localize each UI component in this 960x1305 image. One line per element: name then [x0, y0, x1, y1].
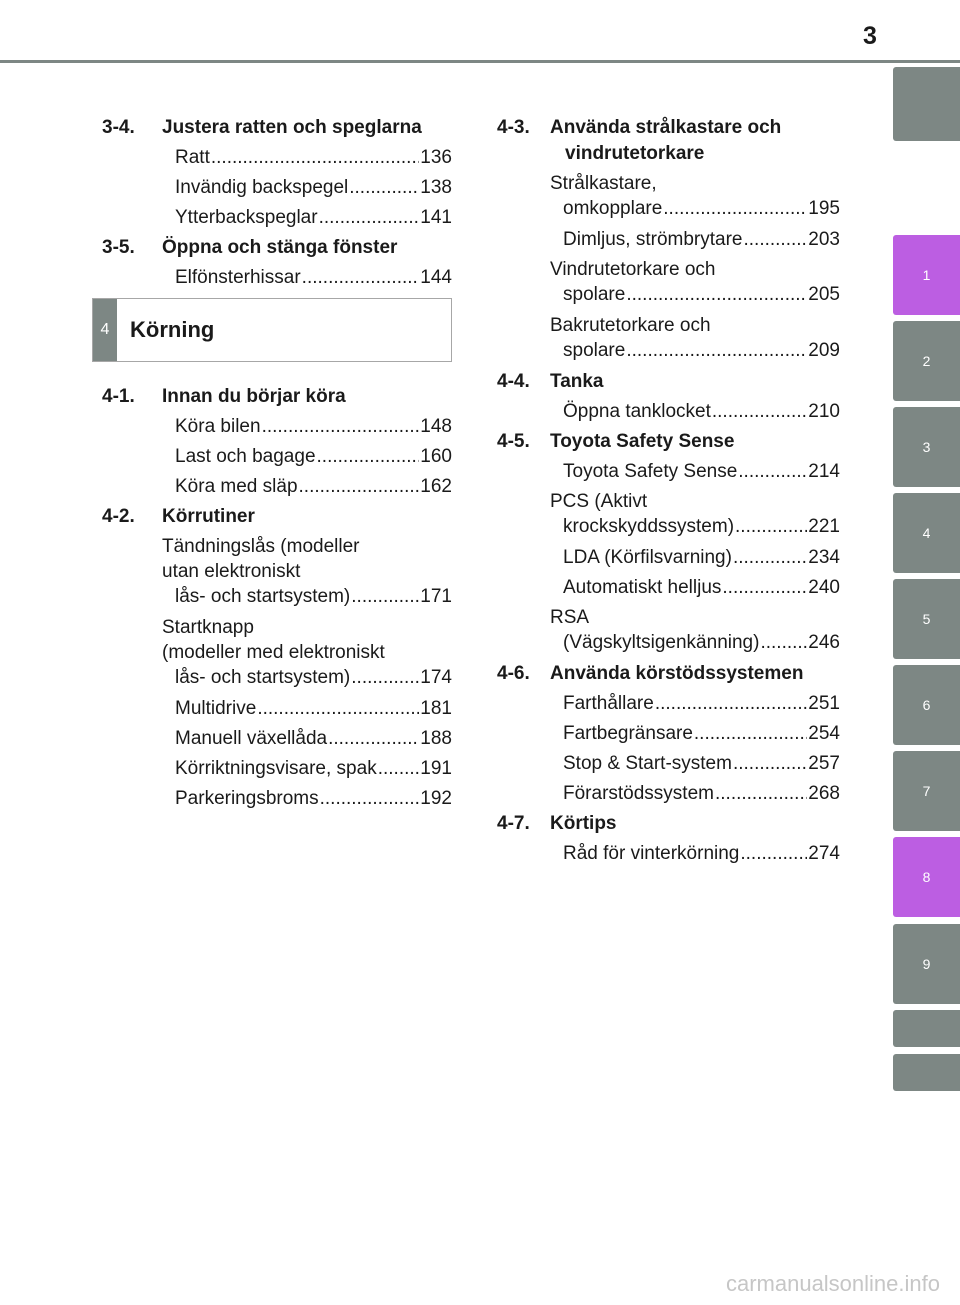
section-title: Justera ratten och speglarna — [162, 117, 422, 138]
toc-entry[interactable] — [550, 171, 840, 221]
chapter-tab-9[interactable]: 9 — [893, 924, 960, 1004]
section-number: 4-3. — [497, 117, 530, 138]
toc-entry[interactable] — [162, 145, 452, 170]
dot-leader — [626, 282, 807, 307]
chapter-header — [92, 298, 452, 362]
entry-label: Bakrutetorkare och — [550, 315, 711, 336]
section-heading — [497, 369, 840, 395]
dot-leader — [655, 691, 807, 716]
entry-label: Toyota Safety Sense — [563, 461, 738, 482]
chapter-tab-1[interactable]: 1 — [893, 235, 960, 315]
section-heading — [497, 429, 840, 455]
toc-entry[interactable] — [550, 227, 840, 252]
chapter-number: 4 — [93, 299, 117, 361]
entry-page: 148 — [420, 416, 452, 437]
chapter-tab-4[interactable]: 4 — [893, 493, 960, 573]
toc-entry[interactable] — [550, 605, 840, 655]
entry-page: 240 — [808, 577, 840, 598]
entry-label: krockskyddssystem) — [563, 516, 735, 537]
entry-label: PCS (Aktivt — [550, 491, 648, 512]
toc-entry[interactable] — [162, 205, 452, 230]
section-number: 4-4. — [497, 371, 530, 392]
entry-page: 181 — [420, 698, 452, 719]
dot-leader — [262, 414, 420, 439]
entry-label: (modeller med elektroniskt — [162, 642, 385, 663]
dot-leader — [319, 205, 420, 230]
section-heading — [497, 661, 840, 687]
toc-entry[interactable] — [162, 786, 452, 811]
entry-label: Fartbegränsare — [563, 723, 693, 744]
toc-entry[interactable] — [162, 615, 452, 690]
entry-label: omkopplare — [563, 198, 663, 219]
section-title: Körtips — [550, 813, 617, 834]
entry-label: Körriktningsvisare, spak — [175, 758, 377, 779]
entry-label: Multidrive — [175, 698, 257, 719]
chapter-tab-5[interactable]: 5 — [893, 579, 960, 659]
toc-entry[interactable] — [550, 459, 840, 484]
dot-leader — [733, 545, 807, 570]
entry-page: 138 — [420, 177, 452, 198]
entry-label: Köra bilen — [175, 416, 261, 437]
entry-label: Automatiskt helljus — [563, 577, 722, 598]
entry-label: lås- och startsystem) — [175, 667, 351, 688]
entry-label: Öppna tanklocket — [563, 401, 711, 422]
page-number: 3 — [863, 22, 877, 50]
entry-page: 234 — [808, 547, 840, 568]
toc-right-column — [497, 115, 840, 871]
dot-leader — [663, 196, 807, 221]
entry-page: 209 — [808, 340, 840, 361]
section-number: 3-4. — [102, 117, 135, 138]
entry-label: utan elektroniskt — [162, 561, 301, 582]
toc-entry[interactable] — [550, 257, 840, 307]
section-heading — [102, 504, 452, 530]
entry-label: Farthållare — [563, 693, 654, 714]
dot-leader — [328, 726, 419, 751]
toc-entry[interactable] — [550, 399, 840, 424]
chapter-tab-2[interactable]: 2 — [893, 321, 960, 401]
section-heading — [102, 384, 452, 410]
chapter-tab-3[interactable]: 3 — [893, 407, 960, 487]
toc-entry[interactable] — [162, 175, 452, 200]
entry-label: Råd för vinterkörning — [563, 843, 740, 864]
entry-label: Tändningslås (modeller — [162, 536, 360, 557]
entry-page: 191 — [420, 758, 452, 779]
entry-page: 195 — [808, 198, 840, 219]
dot-leader — [378, 756, 420, 781]
section-heading — [102, 235, 452, 261]
entry-label: Strålkastare, — [550, 173, 657, 194]
entry-label: lås- och startsystem) — [175, 586, 351, 607]
toc-entry[interactable] — [162, 265, 452, 290]
dot-leader — [733, 751, 807, 776]
entry-label: Startknapp — [162, 617, 254, 638]
entry-page: 205 — [808, 284, 840, 305]
toc-entry[interactable] — [550, 545, 840, 570]
section-title: Tanka — [550, 371, 604, 392]
entry-page: 214 — [808, 461, 840, 482]
entry-page: 162 — [420, 476, 452, 497]
toc-entry[interactable] — [550, 489, 840, 539]
section-number: 4-1. — [102, 386, 135, 407]
chapter-tab-7[interactable]: 7 — [893, 751, 960, 831]
chapter-tab-8[interactable]: 8 — [893, 837, 960, 917]
toc-entry[interactable] — [162, 534, 452, 609]
entry-label: Dimljus, strömbrytare — [563, 229, 743, 250]
entry-page: 257 — [808, 753, 840, 774]
entry-page: 203 — [808, 229, 840, 250]
toc-entry[interactable] — [162, 444, 452, 469]
dot-leader — [722, 575, 807, 600]
entry-page: 188 — [420, 728, 452, 749]
entry-label: spolare — [563, 284, 626, 305]
dot-leader — [302, 265, 420, 290]
section-number: 4-6. — [497, 663, 530, 684]
dot-leader — [694, 721, 807, 746]
dot-leader — [740, 841, 807, 866]
entry-page: 171 — [420, 586, 452, 607]
dot-leader — [320, 786, 420, 811]
entry-label: Invändig backspegel — [175, 177, 349, 198]
toc-entry[interactable] — [550, 751, 840, 776]
toc-entry[interactable] — [550, 781, 840, 806]
entry-label: Köra med släp — [175, 476, 298, 497]
chapter-tab[interactable] — [893, 1054, 960, 1091]
section-title: Använda körstödssystemen — [550, 663, 804, 684]
dot-leader — [738, 459, 807, 484]
entry-page: 251 — [808, 693, 840, 714]
section-title: Körrutiner — [162, 506, 255, 527]
entry-label: Vindrutetorkare och — [550, 259, 716, 280]
entry-page: 174 — [420, 667, 452, 688]
entry-label: Manuell växellåda — [175, 728, 328, 749]
entry-page: 221 — [808, 516, 840, 537]
section-title: Innan du börjar köra — [162, 386, 346, 407]
toc-entry[interactable] — [162, 414, 452, 439]
section-number: 4-7. — [497, 813, 530, 834]
toc-entry[interactable] — [162, 726, 452, 751]
toc-entry[interactable] — [162, 696, 452, 721]
section-heading — [102, 115, 452, 141]
dot-leader — [299, 474, 420, 499]
top-rule — [0, 60, 960, 63]
dot-leader — [712, 399, 807, 424]
section-title: Öppna och stänga fönster — [162, 237, 398, 258]
entry-label: Ratt — [175, 147, 210, 168]
dot-leader — [351, 584, 419, 609]
entry-label: Parkeringsbroms — [175, 788, 319, 809]
chapter-tab-6[interactable]: 6 — [893, 665, 960, 745]
dot-leader — [211, 145, 419, 170]
dot-leader — [317, 444, 420, 469]
chapter-tab[interactable] — [893, 1010, 960, 1047]
section-number: 3-5. — [102, 237, 135, 258]
entry-label: Ytterbackspeglar — [175, 207, 318, 228]
entry-page: 274 — [808, 843, 840, 864]
entry-page: 210 — [808, 401, 840, 422]
toc-entry[interactable] — [550, 575, 840, 600]
section-number: 4-5. — [497, 431, 530, 452]
section-title: Toyota Safety Sense — [550, 431, 735, 452]
section-title: Använda strålkastare och vindrutetorkare — [550, 117, 782, 164]
entry-page: 246 — [808, 632, 840, 653]
entry-page: 144 — [420, 267, 452, 288]
entry-label: RSA — [550, 607, 590, 628]
toc-entry[interactable] — [550, 691, 840, 716]
toc-entry[interactable] — [550, 841, 840, 866]
entry-page: 268 — [808, 783, 840, 804]
entry-page: 136 — [420, 147, 452, 168]
entry-page: 141 — [420, 207, 452, 228]
dot-leader — [735, 514, 807, 539]
entry-label: Elfönsterhissar — [175, 267, 301, 288]
entry-label: Förarstödssystem — [563, 783, 714, 804]
toc-entry[interactable] — [550, 313, 840, 363]
dot-leader — [349, 175, 419, 200]
toc-entry[interactable] — [162, 756, 452, 781]
chapter-tab[interactable] — [893, 67, 960, 141]
section-number: 4-2. — [102, 506, 135, 527]
dot-leader — [351, 665, 419, 690]
entry-label: Stop & Start-system — [563, 753, 732, 774]
toc-left-column — [102, 115, 452, 816]
dot-leader — [760, 630, 807, 655]
entry-page: 160 — [420, 446, 452, 467]
entry-label: LDA (Körfilsvarning) — [563, 547, 732, 568]
toc-entry[interactable] — [162, 474, 452, 499]
dot-leader — [743, 227, 807, 252]
section-heading — [497, 811, 840, 837]
toc-entry[interactable] — [550, 721, 840, 746]
entry-label: spolare — [563, 340, 626, 361]
watermark: carmanualsonline.info — [725, 1271, 940, 1296]
dot-leader — [715, 781, 807, 806]
entry-page: 254 — [808, 723, 840, 744]
dot-leader — [626, 338, 807, 363]
chapter-title: Körning — [130, 317, 215, 342]
entry-label: (Vägskyltsigenkänning) — [563, 632, 760, 653]
entry-page: 192 — [420, 788, 452, 809]
dot-leader — [257, 696, 419, 721]
section-heading — [497, 115, 840, 167]
entry-label: Last och bagage — [175, 446, 316, 467]
